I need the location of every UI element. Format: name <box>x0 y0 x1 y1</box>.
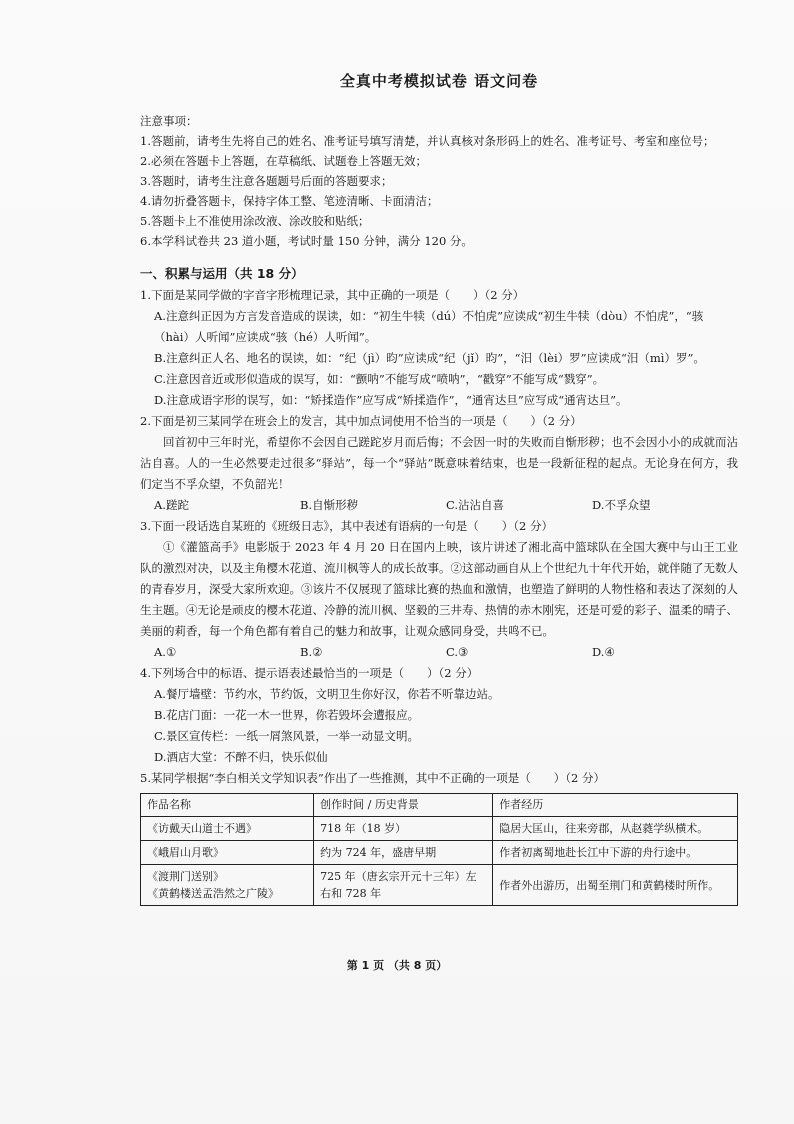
note-item: 4.请勿折叠答题卡，保持字体工整、笔迹清晰、卡面清洁； <box>140 194 439 208</box>
note-item: 5.答题卡上不准使用涂改液、涂改胶和贴纸； <box>140 214 370 228</box>
option-d: D.不孚众望 <box>592 498 651 512</box>
column-header: 创作时间 / 历史背景 <box>314 794 493 817</box>
option-d: D.注意成语字形的误写，如：“矫揉造作”应写成“矫揉造作”，“通宵达旦”应写成“通宵达旦”。 <box>154 393 628 407</box>
option-a: A.餐厅墙壁：节约水，节约饭，文明卫生你好汉，你若不听靠边站。 <box>154 687 500 701</box>
option-a: A.注意纠正因为方言发音造成的误读，如：“初生牛犊（dú）不怕虎”应读成“初生牛犊（dòu）不怕虎”，“骇（hài）人听闻”应读成“骇（hé）人听闻”。 <box>154 309 704 344</box>
option-c: C.沾沾自喜 <box>446 498 505 512</box>
option-a: A.① <box>154 645 177 659</box>
section-heading: 一、积累与运用（共 18 分） <box>140 266 304 281</box>
question-3 <box>140 516 738 663</box>
option-b: B.自惭形秽 <box>300 498 359 512</box>
question-stem: 4.下列场合中的标语、提示语表述最恰当的一项是（ ）（2 分） <box>140 666 479 680</box>
notes-heading: 注意事项： <box>140 114 198 128</box>
page-title: 全真中考模拟试卷 语文问卷 <box>339 72 539 90</box>
table-cell: 作者初离蜀地赴长江中下游的舟行途中。 <box>493 841 738 865</box>
option-c: C.注意因音近或形似造成的误写，如：“颤呐”不能写成“喷呐”，“戳穿”不能写成“戮穿”。 <box>154 372 605 386</box>
option-c: C.③ <box>446 645 469 659</box>
option-b: B.花店门面：一花一木一世界，你若毁坏会遭报应。 <box>154 708 420 722</box>
question-passage: 回首初中三年时光，希望你不会因自己蹉跎岁月而后悔；不会因一时的失败而自惭形秽；也不会因小小的成就而沾沾自喜。人的一生必然要走过很多“驿站”，每一个“驿站”既意味着结束，也是一段新征程的起点。无论身在何方，我们定当不孚众望，不负韶光！ <box>140 435 738 491</box>
literature-table <box>140 793 738 906</box>
question-stem: 3.下面一段话选自某班的《班级日志》，其中表述有语病的一句是（ ）（2 分） <box>140 519 553 533</box>
question-4 <box>140 663 738 768</box>
note-item: 1.答题前，请考生先将自己的姓名、准考证号填写清楚，并认真核对条形码上的姓名、准考证号、考室和座位号； <box>140 134 715 148</box>
column-header: 作者经历 <box>493 794 738 817</box>
table-cell: 隐居大匡山，往来旁郡，从赵蕤学纵横术。 <box>493 817 738 841</box>
question-2 <box>140 411 738 516</box>
table-cell: 《访戴天山道士不遇》 <box>141 817 314 841</box>
question-1 <box>140 285 738 411</box>
table-cell: 718 年（18 岁） <box>314 817 493 841</box>
column-header: 作品名称 <box>141 794 314 817</box>
question-5 <box>140 768 738 906</box>
options-row <box>140 642 738 663</box>
option-b: B.② <box>300 645 323 659</box>
question-stem: 5.某同学根据“李白相关文学知识表”作出了一些推测，其中不正确的一项是（ ）（2 分） <box>140 771 605 785</box>
note-item: 6.本学科试卷共 23 道小题，考试时量 150 分钟，满分 120 分。 <box>140 234 473 248</box>
page-footer: 第 1 页 （共 8 页） <box>346 959 448 972</box>
table-header-row <box>141 794 738 817</box>
options-row <box>140 495 738 516</box>
table-row <box>141 865 738 906</box>
option-d: D.酒店大堂：不醉不归，快乐似仙 <box>154 750 328 764</box>
option-c: C.景区宣传栏：一纸一屑煞风景，一举一动显文明。 <box>154 729 420 743</box>
content <box>140 70 738 906</box>
notes-block <box>140 111 738 251</box>
table-cell: 725 年（唐玄宗开元十三年）左右和 728 年 <box>314 865 493 906</box>
table-cell: 作者外出游历，出蜀至荆门和黄鹤楼时所作。 <box>493 865 738 906</box>
note-item: 3.答题时，请考生注意各题题号后面的答题要求； <box>140 174 393 188</box>
table-cell: 约为 724 年，盛唐早期 <box>314 841 493 865</box>
option-a: A.蹉跎 <box>154 498 189 512</box>
question-passage: ①《灌篮高手》电影版于 2023 年 4 月 20 日在国内上映，该片讲述了湘北高中篮球队在全国大赛中与山王工业队的激烈对决，以及主角樱木花道、流川枫等人的成长故事。②这部动画自从上个世纪九十年代开始，就伴随了无数人的青春岁月，深受大家所欢迎。③该片不仅展现了篮球比赛的热血和激情，也塑造了鲜明的人物性格和表达了深刻的人生主题。④无论是顽皮的樱木花道、冷静的流川枫、坚毅的三井寿、热情的赤木刚宪，还是可爱的彩子、温柔的晴子、美丽的莉香，每一个角色都有着自己的魅力和故事，让观众感同身受，共鸣不已。 <box>140 540 738 638</box>
question-stem: 2.下面是初三某同学在班会上的发言，其中加点词使用不恰当的一项是（ ）（2 分） <box>140 414 582 428</box>
note-item: 2.必须在答题卡上答题，在草稿纸、试题卷上答题无效； <box>140 154 427 168</box>
option-d: D.④ <box>592 645 615 659</box>
table-cell: 《峨眉山月歌》 <box>141 841 314 865</box>
table-cell: 《渡荆门送别》 《黄鹤楼送孟浩然之广陵》 <box>141 865 314 906</box>
table-row <box>141 817 738 841</box>
question-stem: 1.下面是某同学做的字音字形梳理记录，其中正确的一项是（ ）（2 分） <box>140 288 525 302</box>
table-row <box>141 841 738 865</box>
option-b: B.注意纠正人名、地名的误读，如：“纪（jì）昀”应读成“纪（jǐ）昀”，“汨（lèi）罗”应读成“汨（mì）罗”。 <box>154 351 705 365</box>
